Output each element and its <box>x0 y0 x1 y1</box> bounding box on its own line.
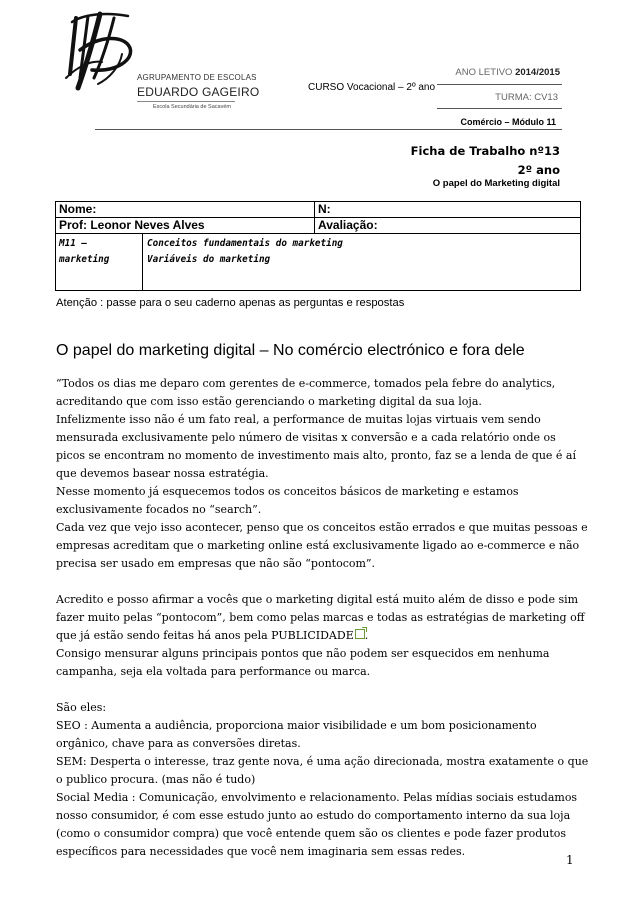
school-logo <box>58 8 140 94</box>
header-rule-2 <box>437 108 562 109</box>
school-line2: EDUARDO GAGEIRO <box>137 85 260 99</box>
number-field[interactable]: N: <box>315 202 581 218</box>
body-line: Consigo mensurar alguns principais pontos que não podem ser esquecidos em nenhuma <box>56 647 550 660</box>
header-divider <box>95 129 562 130</box>
body-line: SEM: Desperta o interesse, traz gente nova, é uma ação direcionada, mostra exatamente o que <box>56 755 589 768</box>
worksheet-number: Ficha de Trabalho nº13 <box>410 144 560 158</box>
body-line: precisa ser usado em empresas que não são “pontocom”. <box>56 557 376 570</box>
body-line: SEO : Aumenta a audiência, proporciona maior visibilidade e um bom posicionamento <box>56 719 537 732</box>
header-rule-1 <box>437 84 562 85</box>
module-topics <box>143 234 581 290</box>
worksheet-year: 2º ano <box>517 163 560 177</box>
module-code <box>56 234 143 290</box>
body-line: Cada vez que vejo isso acontecer, penso que os conceitos estão errados e que muitas pessoas e <box>56 521 588 534</box>
body-line: nosso consumidor, é com esse estudo junto ao estudo do comportamento interno da sua loja <box>56 809 571 822</box>
school-year-label: ANO LETIVO <box>455 67 516 78</box>
body-line: fazer muito pelas “pontocom”, bem como pelas marcas e todas as estratégias de marketing off <box>56 611 585 624</box>
module-cell <box>56 234 581 291</box>
school-line1: AGRUPAMENTO DE ESCOLAS <box>137 73 257 82</box>
school-divider <box>137 101 235 102</box>
body-line: empresas acreditam que o marketing online está exclusivamente ligado ao e-commerce e não <box>56 539 580 552</box>
body-line: específicos para necessidades que você nem imaginaria sem essas redes. <box>56 845 466 858</box>
body-line: “Todos os dias me deparo com gerentes de e-commerce, tomados pela febre do analytics, <box>56 377 556 390</box>
school-name <box>137 74 259 111</box>
course-label: CURSO Vocacional – 2º ano <box>308 82 436 93</box>
teacher-cell: Prof: Leonor Neves Alves <box>56 218 315 234</box>
body-line: acreditando que com isso estão gerenciando o marketing digital da sua loja. <box>56 395 482 408</box>
body-line: (como o consumidor compra) que você entende quem são os clientes e pode fazer produtos <box>56 827 567 840</box>
body-line: Acredito e posso afirmar a vocês que o marketing digital está muito além de disso e pode sim <box>56 593 579 606</box>
student-info-table <box>55 201 581 291</box>
module-subtable <box>56 234 580 290</box>
body-line: mensurada exclusivamente pelo número de visitas x conversão e a cada relatório onde os <box>56 431 556 444</box>
body-line: exclusivamente focados no “search”. <box>56 503 262 516</box>
body-line: o publico procura. (mas não é tudo) <box>56 773 256 786</box>
body-line: São eles: <box>56 701 107 714</box>
worksheet-title <box>400 142 560 180</box>
grade-field[interactable]: Avaliação: <box>315 218 581 234</box>
body-line: Nesse momento já esquecemos todos os conceitos básicos de marketing e estamos <box>56 485 519 498</box>
module-label: Comércio – Módulo 11 <box>460 117 556 127</box>
body-line: campanha, seja ela voltada para performance ou marca. <box>56 665 371 678</box>
paragraph-gap <box>56 573 584 591</box>
body-line: Infelizmente isso não é um fato real, a performance de muitas lojas virtuais vem sendo <box>56 413 541 426</box>
body-line: orgânico, chave para as conversões diretas. <box>56 737 301 750</box>
class-label: TURMA: CV13 <box>495 92 558 103</box>
body-line: Social Media : Comunicação, envolvimento e relacionamento. Pelas mídias sociais estudamos <box>56 791 578 804</box>
worksheet-subtitle: O papel do Marketing digital <box>432 178 560 189</box>
body-line <box>56 627 584 645</box>
name-field[interactable]: Nome: <box>56 202 315 218</box>
article-body <box>56 375 589 861</box>
school-year-value: 2014/2015 <box>515 67 560 78</box>
publicidade-line: que já estão sendo feitas há anos pela PUBLICIDADE <box>56 629 354 642</box>
module-code-line2: marketing <box>59 254 110 265</box>
school-line3: Escola Secundária de Sacavém <box>153 104 231 110</box>
publicidade-suffix: . <box>364 629 369 642</box>
external-link-icon[interactable] <box>355 629 365 639</box>
page-number: 1 <box>566 853 574 867</box>
instruction-note: Atenção : passe para o seu caderno apenas as perguntas e respostas <box>56 297 405 309</box>
module-code-line1: M11 – <box>59 238 87 249</box>
body-line: picos se encontram no momento de investimento mais alto, pronto, faz se a lenda de que é aí <box>56 449 577 462</box>
module-topic-2: Variáveis do marketing <box>147 254 271 265</box>
paragraph-gap <box>56 681 584 699</box>
module-topic-1: Conceitos fundamentais do marketing <box>147 238 343 249</box>
body-line: que devemos basear nossa estratégia. <box>56 467 269 480</box>
article-title: O papel do marketing digital – No comércio electrónico e fora dele <box>56 342 525 359</box>
school-year <box>455 67 560 78</box>
